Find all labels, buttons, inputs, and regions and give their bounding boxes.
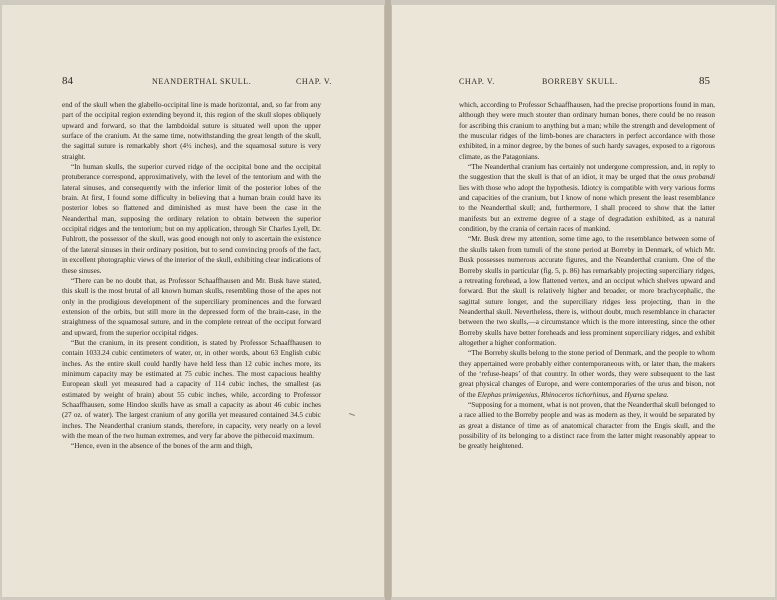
paragraph: “In human skulls, the superior curved ridge of the occipital bone and the occipital protuberance correspond, approximatively, with the level of the tentorium and with the lateral sinuses, and consequently with the inferior limit of the posterior lobes of the brain. At first, I found some difficulty in believing that a human brain could have its posterior lobes so flattened and diminished as must have been the case in the Neanderthal man, supposing the ordinary relation to obtain between the superior occipital ridges and the tentorium; but on my application, through Sir Charles Lyell, Dr. Fuhlrott, the possessor of the skull, was good enough not only to ascertain the existence of the lateral sinuses in their ordinary position, but to send convincing proofs of the fact, in excellent photographic views of the interior of the skull, exhibiting clear indications of these sinuses. [62,163,321,275]
paragraph: end of the skull when the glabello-occipital line is made horizontal, and, so far from any part of the occipital region extending beyond it, this region of the skull slopes obliquely upward and forward, so that the lambdoidal suture is situated well upon the upper surface of the cranium. At the same time, notwithstanding the great length of the skull, the sagittal suture is remarkably short (4½ inches), and the squamosal suture is very straight. [62,101,321,161]
paragraph: “But the cranium, in its present condition, is stated by Professor Schaaffhausen to contain 1033.24 cubic centimeters of water, or, in other words, about 63 English cubic inches. As the entire skull could hardly have held less than 12 cubic inches more, its minimum capacity may be estimated at 75 cubic inches. The most capacious healthy European skull yet measured had a capacity of 114 cubic inches, the smallest (as estimated by weight of brain) about 55 cubic inches, while, according to Professor Schaaffhausen, some Hindoo skulls have as small a capacity as about 46 cubic inches (27 oz. of water). The largest cranium of any gorilla yet measured contained 34.5 cubic inches. The Neanderthal cranium stands, therefore, in capacity, very nearly on a level with the mean of the two human extremes, and very far above the pithecoid maximum. [62,338,321,440]
pencil-mark [349,413,355,416]
paragraph: “The Neanderthal cranium has certainly not undergone compression, and, in reply to the suggestion that the skull is that of an idiot, it may be urged that the onus probandi lies with those who adopt the hypothesis. Idiotcy is compatible with very various forms and capacities of the cranium, but I know of none which present the least resemblance to the Neanderthal skull; and, furthermore, I shall proceed to show that the latter manifests but an extreme degree of a stage of degradation exhibited, as a natural condition, by the crania of certain races of mankind. [459,163,716,234]
right-page-body [459,100,715,452]
page-number-left: 84 [62,75,73,87]
running-title-right: BORREBY SKULL. [542,77,618,86]
running-title-left: NEANDERTHAL SKULL. [152,77,252,86]
paragraph: “The Borreby skulls belong to the stone period of Denmark, and the people to whom they appertained were probably either contemporaneous with, or later than, the makers of the ‘refuse-heaps’ of that country. In other words, they were subsequent to the last great physical changes of Europe, and were contemporaries of the urus and bison, not of the Elephas primigenius, Rhinoceros tichorhinus, and Hyæna spelæa. [459,349,715,399]
paragraph: “Hence, even in the absence of the bones of the arm and thigh, [71,442,253,451]
italic-phrase: Elephas primigenius, Rhinoceros tichorhinus, [477,390,611,399]
right-page [391,5,775,597]
page-number-right: 85 [699,75,710,87]
italic-phrase: Hyæna spelæa. [624,390,669,399]
paragraph: “Supposing for a moment, what is not proven, that the Neanderthal skull belonged to a race allied to the Borreby people and was as modern as they, it would be separated by as great a distance of time as of anatomical character from the Engis skull, and the possibility of its belonging to a distinct race from the latter might reasonably appear to be greatly heightened. [459,400,715,451]
italic-phrase: onus probandi [672,173,716,182]
left-page [2,5,385,597]
paragraph: which, according to Professor Schaaffhausen, had the precise proportions found in man, although they were much stouter than ordinary human bones, there could be no reason for ascribing this cranium to anything but a man; while the strength and development of the muscular ridges of the limb-bones are characters in perfect accordance with those exhibited, in a minor degree, by the bones of such hardy savages, exposed to a rigorous climate, as the Patagonians. [459,101,715,161]
left-page-body [62,100,321,452]
paragraph: “Mr. Busk drew my attention, some time ago, to the resemblance between some of the skulls taken from tumuli of the stone period at Borreby in Denmark, of which Mr. Busk possesses numerous accurate figures, and the Neanderthal cranium. One of the Borreby skulls in particular (fig. 5, p. 86) has remarkably projecting superciliary ridges, a retreating forehead, a low flattened vertex, and an occiput which shelves upward and forward. But the skull is relatively higher and broader, or more brachycephalic, the sagittal suture longer, and the superciliary ridges less projecting, than in the Neanderthal skull. Nevertheless, there is, without doubt, much resemblance in character between the two skulls,—a circumstance which is the more interesting, since the other Borreby skulls have better foreheads and less prominent superciliary ridges, and exhibit altogether a higher conformation. [459,235,715,347]
paragraph: “There can be no doubt that, as Professor Schaaffhausen and Mr. Busk have stated, this skull is the most brutal of all known human skulls, resembling those of the apes not only in the prodigious development of the superciliary prominences and the forward extension of the orbits, but still more in the depressed form of the brain-case, in the straightness of the squamosal suture, and in the complete retreat of the occiput forward and upward, from the superior occipital ridges. [62,276,321,337]
chapter-label-left: CHAP. V. [296,77,332,86]
chapter-label-right: CHAP. V. [459,77,495,86]
